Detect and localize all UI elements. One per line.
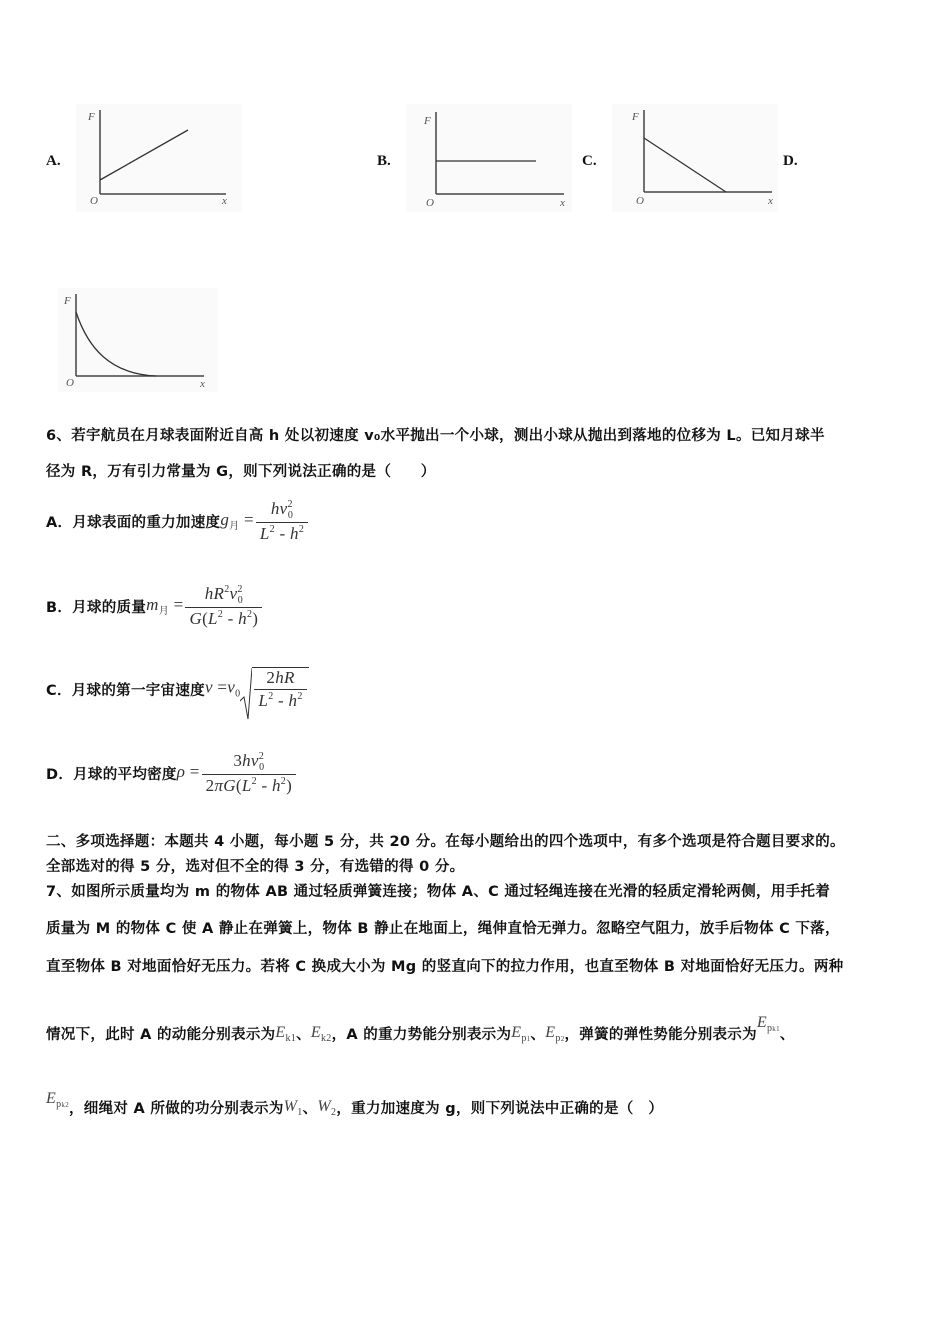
graph-b-origin: O bbox=[426, 197, 434, 209]
graph-b-axis-x: x bbox=[560, 197, 565, 209]
q7-stem-line5 bbox=[46, 1082, 663, 1118]
graph-option-label-b: B. bbox=[377, 153, 391, 169]
q7-stem-line3: 直至物体 B 对地面恰好无压力。若将 C 换成大小为 Mg 的竖直向下的拉力作用，也直至物体 B 对地面恰好无压力。两种 bbox=[46, 959, 844, 975]
q7-symbol-epk1: $E_{pk1}$ bbox=[756, 1014, 780, 1034]
q6-option-d bbox=[46, 746, 298, 800]
q6-stem-line2: 径为 R，万有引力常量为 G，则下列说法正确的是（ ） bbox=[46, 464, 436, 480]
graph-a-curve bbox=[100, 130, 188, 180]
graph-c-axis-x: x bbox=[768, 195, 773, 207]
q7-line4-part2: ，A 的重力势能分别表示为 bbox=[331, 1027, 512, 1043]
section2-instructions-line1: 二、多项选择题：本题共 4 小题，每小题 5 分，共 20 分。在每小题给出的四个选项中，有多个选项是符合题目要求的。 bbox=[46, 834, 845, 850]
q6-option-b-label: B．月球的质量 bbox=[46, 599, 147, 616]
graph-a-axis-y: F bbox=[88, 111, 95, 123]
q7-stem-line4 bbox=[46, 1008, 795, 1044]
graph-c-curve bbox=[644, 138, 726, 192]
q7-symbol-ep2: $E_{p2}$ bbox=[545, 1024, 565, 1044]
q7-stem-line2: 质量为 M 的物体 C 使 A 静止在弹簧上，物体 B 静止在地面上，绳伸直恰无弹力。忽略空气阻力，放手后物体 C 下落， bbox=[46, 921, 840, 937]
q7-line4-sep2: 、 bbox=[530, 1027, 546, 1043]
q6-stem-line1: 6、若宇航员在月球表面附近自高 h 处以初速度 v₀水平抛出一个小球，测出小球从抛出到落地的位移为 L。已知月球半 bbox=[46, 428, 825, 444]
graph-d-axis-x: x bbox=[200, 378, 205, 390]
q7-stem-line1: 7、如图所示质量均为 m 的物体 AB 通过轻质弹簧连接；物体 A、C 通过轻绳连接在光滑的轻质定滑轮两侧，用手托着 bbox=[46, 884, 831, 900]
q6-option-b bbox=[46, 580, 264, 632]
q7-line5-part1: ，细绳对 A 所做的功分别表示为 bbox=[69, 1101, 284, 1117]
q7-symbol-epk2: $E_{pk2}$ bbox=[46, 1090, 69, 1110]
graph-option-label-c: C. bbox=[582, 153, 597, 169]
graph-c bbox=[612, 104, 778, 212]
q6-option-b-formula: $m_月$ = $\frac{hR^2v^2_0}{G(L^2 - h^2)}$ bbox=[146, 584, 264, 629]
q6-option-d-formula: ρ = $\frac{3hv^2_0}{2\pi G(L^2 - h^2)}$ bbox=[177, 751, 298, 796]
graph-c-origin: O bbox=[636, 195, 644, 207]
section2-instructions-line2: 全部选对的得 5 分，选对但不全的得 3 分，有选错的得 0 分。 bbox=[46, 859, 465, 875]
q6-option-c-label: C．月球的第一宇宙速度 bbox=[46, 682, 205, 699]
graph-d-axis-y: F bbox=[64, 295, 71, 307]
q6-option-a bbox=[46, 496, 310, 546]
q7-line4-sep3: 、 bbox=[779, 1027, 795, 1043]
q6-option-c bbox=[46, 662, 309, 716]
graph-d bbox=[58, 288, 218, 392]
q7-symbol-ep1: $E_{p1}$ bbox=[511, 1024, 531, 1044]
graph-b-axis-y: F bbox=[424, 115, 431, 127]
graph-a-origin: O bbox=[90, 195, 98, 207]
q7-line4-part3: ，弹簧的弹性势能分别表示为 bbox=[564, 1027, 757, 1043]
graph-option-label-d: D. bbox=[783, 153, 798, 169]
graph-b bbox=[406, 104, 572, 212]
graph-c-axis-y: F bbox=[632, 111, 639, 123]
q7-line4-sep1: 、 bbox=[296, 1027, 311, 1043]
graph-option-label-a: A. bbox=[46, 153, 61, 169]
q6-option-c-formula: $v =v_0$ $\frac{2hR}{L^2 - h^2}$ bbox=[205, 667, 309, 711]
q7-symbol-ek2: $E_{k2}$ bbox=[310, 1024, 332, 1044]
q6-option-a-formula: $g_月$ = $\frac{hv^2_0}{L^2 - h^2}$ bbox=[220, 499, 310, 544]
q7-line5-sep1: 、 bbox=[302, 1101, 318, 1117]
graph-a-axis-x: x bbox=[222, 195, 227, 207]
q7-symbol-w2: $W_2$ bbox=[317, 1098, 337, 1118]
q7-line4-part1: 情况下，此时 A 的动能分别表示为 bbox=[46, 1027, 276, 1043]
q7-line5-part2: ，重力加速度为 g，则下列说法中正确的是（ ） bbox=[336, 1101, 664, 1117]
graph-a bbox=[76, 104, 242, 212]
q6-option-d-label: D．月球的平均密度 bbox=[46, 766, 177, 783]
q7-symbol-w1: $W_1$ bbox=[283, 1098, 303, 1118]
q6-option-a-label: A．月球表面的重力加速度 bbox=[46, 514, 221, 531]
graph-d-curve bbox=[76, 312, 156, 376]
graph-d-origin: O bbox=[66, 377, 74, 389]
q7-symbol-ek1: $E_{k1}$ bbox=[275, 1024, 297, 1044]
